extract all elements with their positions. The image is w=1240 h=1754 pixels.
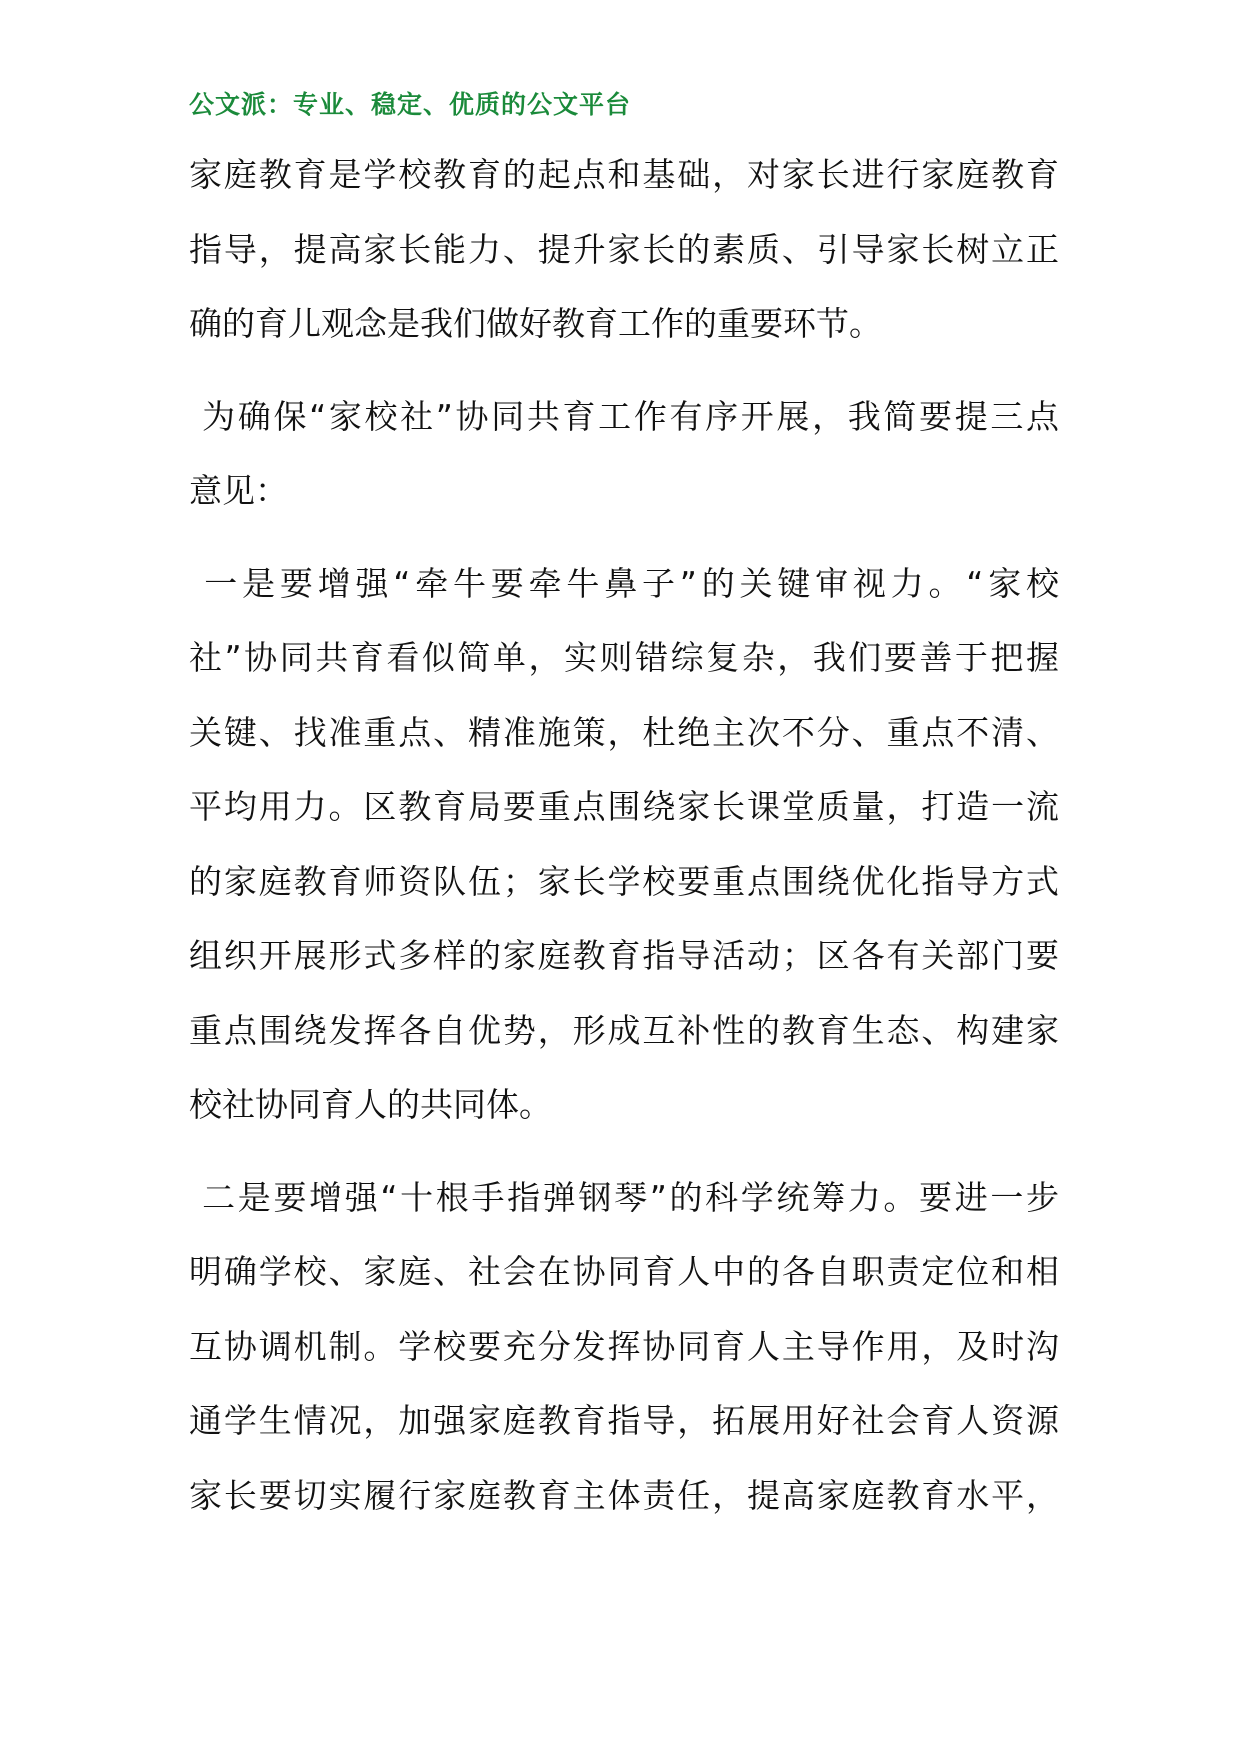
text-line: 组织开展形式多样的家庭教育指导活动；区各有关部门要 [189, 936, 1059, 975]
text-line: 社”协同共育看似简单，实则错综复杂，我们要善于把握 [189, 638, 1059, 677]
text-line: 通学生情况，加强家庭教育指导，拓展用好社会育人资源 [189, 1401, 1059, 1440]
paragraph-1 [189, 138, 1059, 362]
text-line: 家庭教育是学校教育的起点和基础，对家长进行家庭教育 [189, 155, 1059, 194]
text-line: 重点围绕发挥各自优势，形成互补性的教育生态、构建家 [189, 1010, 1059, 1050]
text-line: 二是要增强“十根手指弹钢琴”的科学统筹力。要进一步 [189, 1177, 1059, 1217]
text-line: 平均用力。区教育局要重点围绕家长课堂质量，打造一流 [189, 787, 1059, 826]
text-line: 意见： [189, 471, 288, 510]
paragraph-3 [189, 547, 1059, 1143]
text-line: 为确保“家校社”协同共育工作有序开展，我简要提三点 [189, 396, 1059, 436]
header-banner: 公文派：专业、稳定、优质的公文平台 [189, 90, 632, 119]
text-line: 关键、找准重点、精准施策，杜绝主次不分、重点不清、 [189, 712, 1059, 752]
text-line: 指导，提高家长能力、提升家长的素质、引导家长树立正 [189, 229, 1059, 269]
text-line: 互协调机制。学校要充分发挥协同育人主导作用，及时沟 [189, 1326, 1059, 1366]
text-line: 的家庭教育师资队伍；家长学校要重点围绕优化指导方式 [189, 861, 1059, 901]
text-line: 家长要切实履行家庭教育主体责任，提高家庭教育水平， [189, 1475, 1059, 1515]
paragraph-4 [189, 1161, 1059, 1534]
text-line: 明确学校、家庭、社会在协同育人中的各自职责定位和相 [189, 1252, 1059, 1291]
document-body [189, 138, 1059, 1551]
paragraph-2 [189, 380, 1059, 529]
text-line: 确的育儿观念是我们做好教育工作的重要环节。 [189, 304, 882, 343]
text-line: 一是要增强“牵牛要牵牛鼻子”的关键审视力。“家校 [189, 563, 1059, 603]
text-line: 校社协同育人的共同体。 [189, 1085, 552, 1124]
